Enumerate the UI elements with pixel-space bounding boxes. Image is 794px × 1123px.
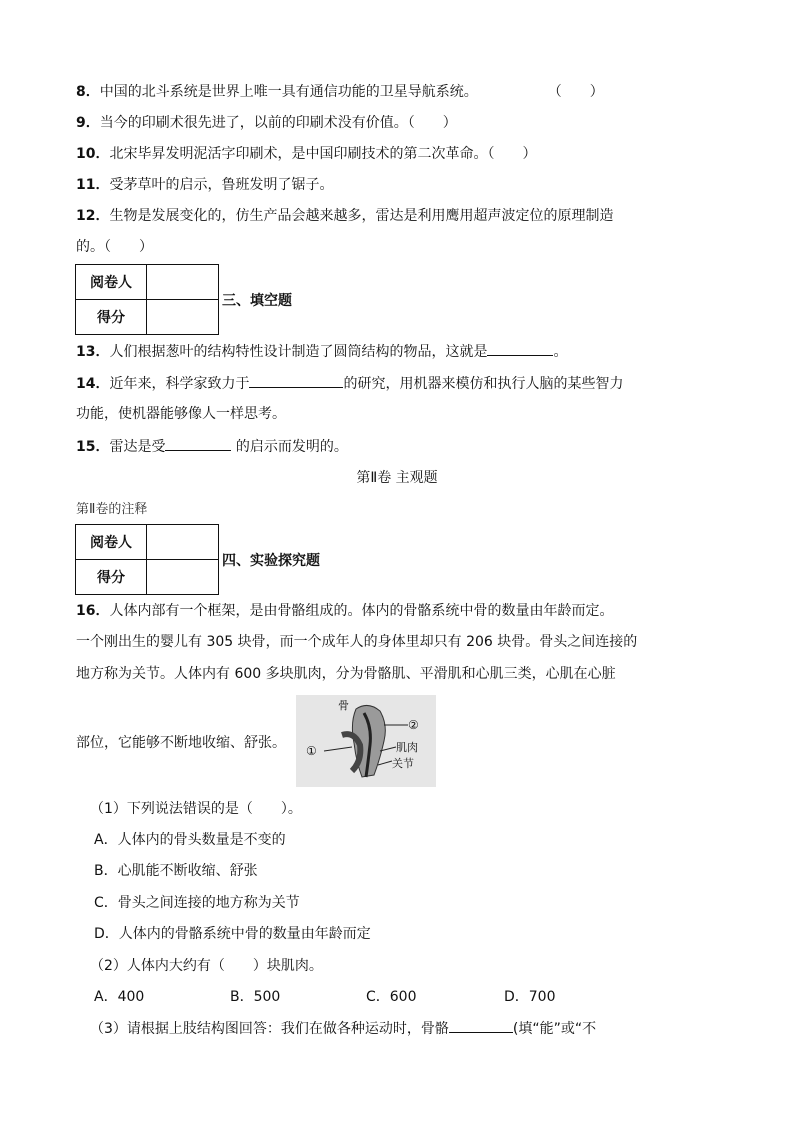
sub-question-3 <box>90 1018 596 1039</box>
question-number: 12． <box>76 208 110 224</box>
arm-structure-figure <box>296 695 436 787</box>
question-11 <box>76 175 333 195</box>
choice-text: B．500 <box>230 989 281 1005</box>
grader-table <box>75 264 219 335</box>
answer-paren[interactable]: （ ） <box>407 115 457 131</box>
question-9 <box>76 113 457 133</box>
option-text: C．骨头之间连接的地方称为关节 <box>94 895 300 911</box>
question-number: 14． <box>76 376 110 392</box>
question-15 <box>76 436 348 457</box>
option-c[interactable] <box>94 893 300 913</box>
answer-blank[interactable] <box>449 1018 513 1033</box>
question-16-line3 <box>76 664 616 684</box>
section-title: 三、填空题 <box>222 293 292 309</box>
option-b[interactable] <box>94 861 258 881</box>
question-12-cont <box>76 237 153 257</box>
question-8 <box>76 82 604 102</box>
question-text: 中国的北斗系统是世界上唯一具有通信功能的卫星导航系统。 <box>99 84 478 100</box>
figure-label-joint: 关节 <box>392 757 414 770</box>
question-text: 受茅草叶的启示，鲁班发明了锯子。 <box>109 177 334 193</box>
answer-blank[interactable] <box>249 373 343 388</box>
sub-question-text: （3）请根据上肢结构图回答：我们在做各种运动时，骨骼 <box>90 1021 449 1037</box>
question-text: 部位，它能够不断地收缩、舒张。 <box>76 735 286 751</box>
score-cell[interactable] <box>147 560 219 595</box>
question-text: 人体内部有一个框架，是由骨骼组成的。体内的骨骼系统中骨的数量由年龄而定。 <box>109 603 614 619</box>
question-number: 16． <box>76 603 110 619</box>
figure-label-muscle: 肌肉 <box>396 741 418 754</box>
answer-blank[interactable] <box>487 341 553 356</box>
question-text: 生物是发展变化的，仿生产品会越来越多，雷达是利用鹰用超声波定位的原理制造 <box>109 208 614 224</box>
part-note: 第Ⅱ卷的注释 <box>76 502 148 517</box>
option-a[interactable] <box>94 830 286 850</box>
section-title: 四、实验探究题 <box>222 553 320 569</box>
question-number: 11． <box>76 177 110 193</box>
option-d[interactable] <box>94 924 371 944</box>
question-text: 雷达是受 <box>109 439 166 455</box>
part-title: 第Ⅱ卷 主观题 <box>356 470 438 486</box>
question-text: 地方称为关节。人体内有 600 多块肌肉，分为骨骼肌、平滑肌和心肌三类，心肌在心脏 <box>76 666 616 682</box>
question-text: 北宋毕昇发明泥活字印刷术，是中国印刷技术的第二次革命。 <box>109 146 488 162</box>
option-text: B．心肌能不断收缩、舒张 <box>94 863 258 879</box>
question-16 <box>76 601 613 621</box>
sub-question-text: （1）下列说法错误的是（ ）。 <box>90 801 302 817</box>
choice-text: D．700 <box>504 989 556 1005</box>
question-number: 13． <box>76 344 110 360</box>
reviewer-label: 阅卷人 <box>76 265 147 300</box>
question-number: 15． <box>76 439 110 455</box>
question-text: 当今的印刷术很先进了，以前的印刷术没有价值。 <box>99 115 408 131</box>
figure-label-1: ① <box>306 744 317 758</box>
question-16-line4 <box>76 733 286 753</box>
sub-question-2 <box>90 956 323 976</box>
question-text-end: 。 <box>553 344 568 360</box>
option-text: A．人体内的骨头数量是不变的 <box>94 832 286 848</box>
question-number: 9． <box>76 115 100 131</box>
question-number: 8． <box>76 84 100 100</box>
reviewer-cell[interactable] <box>147 525 219 560</box>
question-number: 10． <box>76 146 110 162</box>
score-label: 得分 <box>76 560 147 595</box>
answer-paren[interactable]: （ ） <box>547 84 604 100</box>
question-text: 人们根据葱叶的结构特性设计制造了圆筒结构的物品，这就是 <box>109 344 488 360</box>
question-text: 功能，使机器能够像人一样思考。 <box>76 406 286 422</box>
figure-label-2: ② <box>408 718 419 732</box>
sub-question-1 <box>90 799 302 819</box>
score-cell[interactable] <box>147 300 219 335</box>
question-16-line2 <box>76 632 637 652</box>
sub-question-text: (填“能”或“不 <box>512 1021 597 1037</box>
question-13 <box>76 341 567 362</box>
answer-paren[interactable]: （ ） <box>487 146 537 162</box>
sub-question-text: （2）人体内大约有（ ）块肌肉。 <box>90 958 323 974</box>
choice-a[interactable] <box>94 987 144 1007</box>
figure-label-bone: 骨 <box>338 699 349 712</box>
choice-d[interactable] <box>504 987 556 1007</box>
question-10 <box>76 144 536 164</box>
question-12 <box>76 206 613 226</box>
choice-b[interactable] <box>230 987 280 1007</box>
reviewer-cell[interactable] <box>147 265 219 300</box>
reviewer-label: 阅卷人 <box>76 525 147 560</box>
question-text: 的研究，用机器来模仿和执行人脑的某些智力 <box>343 376 624 392</box>
choice-text: C．600 <box>366 989 417 1005</box>
question-14 <box>76 373 623 394</box>
question-14-cont <box>76 404 286 424</box>
arm-diagram-image <box>296 695 436 787</box>
choice-text: A．400 <box>94 989 145 1005</box>
score-label: 得分 <box>76 300 147 335</box>
question-text-end: 的启示而发明的。 <box>231 439 348 455</box>
option-text: D．人体内的骨骼系统中骨的数量由年龄而定 <box>94 926 371 942</box>
question-text: 的。（ ） <box>76 239 153 255</box>
answer-blank[interactable] <box>165 436 231 451</box>
choice-c[interactable] <box>366 987 417 1007</box>
grader-table <box>75 524 219 595</box>
question-text: 近年来，科学家致力于 <box>109 376 250 392</box>
question-text: 一个刚出生的婴儿有 305 块骨，而一个成年人的身体里却只有 206 块骨。骨头之间连接的 <box>76 634 638 650</box>
